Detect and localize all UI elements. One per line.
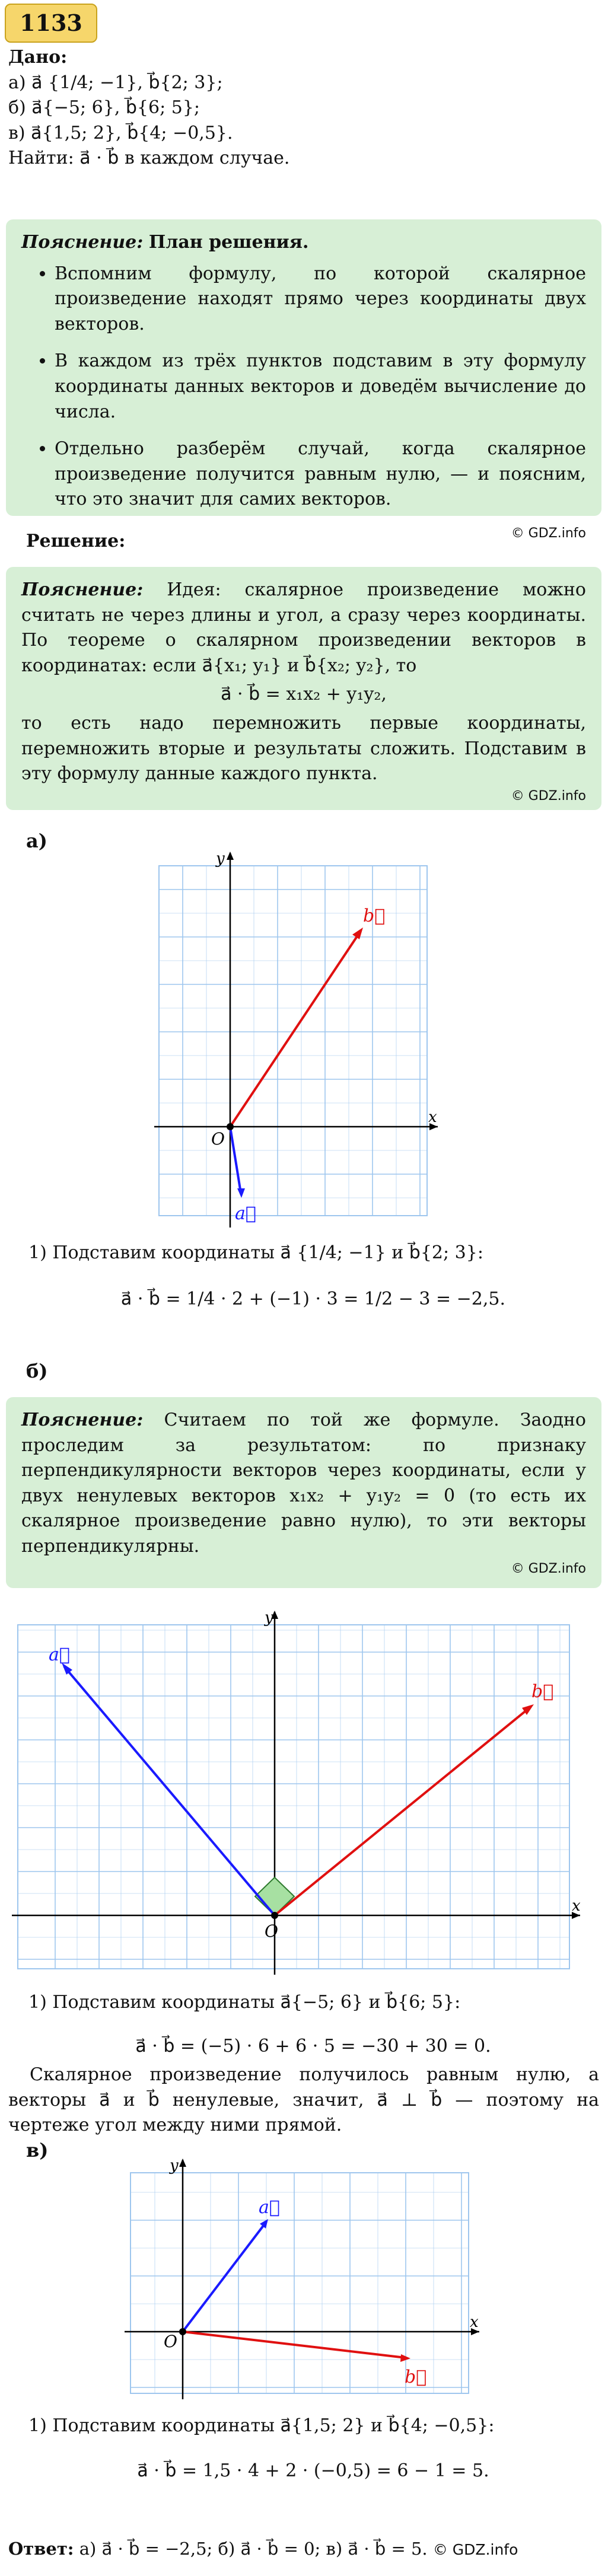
- part-b-note-text: Считаем по той же формуле. Заодно проследим за результатом: по признаку перпендикулярности векторов через координаты, если у двух ненулевых векторов x₁x₂ + y₁y₂ = 0 (то есть их скалярное произведение равно нулю), то эти векторы перпендикулярны.: [21, 1410, 586, 1557]
- plan-credit: © GDZ.info: [511, 525, 586, 541]
- part-a-calc: a⃗ · b⃗ = 1/4 · 2 + (−1) · 3 = 1/2 − 3 = −2,5.: [120, 1289, 506, 1309]
- origin-label: O: [164, 2332, 177, 2351]
- grid-frame: [159, 866, 427, 1216]
- vector-a: [230, 1127, 241, 1193]
- part-a-graph: [154, 848, 439, 1228]
- idea-formula: a⃗ · b⃗ = x₁x₂ + y₁y₂,: [221, 684, 387, 705]
- y-axis-arrow-icon: [179, 2159, 186, 2167]
- plan-item: • В каждом из трёх пунктов подставим в эту формулу координаты данных векторов и доведём вычисление до числа.: [55, 349, 586, 425]
- answer-label: Ответ:: [8, 2539, 74, 2559]
- given-c: в) a⃗{1,5; 2}, b⃗{4; −0,5}.: [8, 122, 233, 144]
- idea-box: [6, 567, 601, 810]
- y-axis-arrow-icon: [227, 852, 234, 860]
- part-b-note-box: [6, 1397, 601, 1588]
- origin-point: [227, 1123, 234, 1130]
- given-b: б) a⃗{−5; 6}, b⃗{6; 5};: [8, 97, 200, 119]
- task-number-badge: 1133: [5, 4, 97, 43]
- vector-b-label: b⃗: [531, 1681, 554, 1702]
- idea-credit: © GDZ.info: [511, 788, 586, 804]
- grid-frame: [130, 2173, 469, 2393]
- vector-b-label: b⃗: [363, 906, 386, 926]
- grid-frame: [18, 1625, 569, 1969]
- part-c-label: в): [26, 2139, 49, 2161]
- plan-item: • Отдельно разберём случай, когда скалярное произведение получится равным нулю, — и поясним, что это значит для самих векторов.: [55, 436, 586, 512]
- plan-item: • Вспомним формулу, по которой скалярное произведение находят прямо через координаты двух векторов.: [55, 262, 586, 337]
- idea-text: Идея: скалярное произведение можно считать не через длины и угол, а сразу через координаты. По теореме о скалярном произведении векторов в координатах: если a⃗{x₁; y₁} и b⃗{x₂; y₂}, то: [21, 579, 586, 676]
- x-axis-label: x: [572, 1897, 581, 1915]
- idea-title: Пояснение:: [21, 579, 144, 600]
- given-a: а) a⃗ {1/4; −1}, b⃗{2; 3};: [8, 72, 223, 93]
- vector-a: [183, 2223, 266, 2332]
- y-axis-label: y: [265, 1609, 273, 1627]
- origin-label: O: [265, 1921, 278, 1941]
- x-axis-label: x: [470, 2313, 479, 2331]
- y-axis-label: y: [170, 2157, 179, 2175]
- answer-text: а) a⃗ · b⃗ = −2,5; б) a⃗ · b⃗ = 0; в) a⃗ · b⃗ = 5.: [79, 2539, 428, 2559]
- given-find: Найти: a⃗ · b⃗ в каждом случае.: [8, 148, 290, 169]
- part-a-step: 1) Подставим координаты a⃗ {1/4; −1} и b⃗{2; 3}:: [28, 1242, 483, 1263]
- given-title: Дано:: [8, 47, 68, 68]
- grid: [130, 2173, 469, 2393]
- origin-point: [271, 1912, 278, 1919]
- solution-title: Решение:: [26, 531, 126, 551]
- part-c-step: 1) Подставим координаты a⃗{1,5; 2} и b⃗{4; −0,5}:: [28, 2415, 495, 2436]
- right-angle-mark: [255, 1877, 294, 1915]
- plan-list: [21, 262, 586, 512]
- part-b-graph: [12, 1607, 581, 1975]
- part-b-note-title: Пояснение:: [21, 1410, 144, 1430]
- origin-label: O: [211, 1129, 225, 1149]
- part-b-conclusion: Скалярное произведение получилось равным нулю, а векторы a⃗ и b⃗ ненулевые, значит, a⃗ ⊥ b⃗ — поэтому на чертеже угол между ними прямой.: [8, 2064, 599, 2136]
- vector-a-label: a⃗: [259, 2197, 280, 2218]
- plan-subtitle: План решения.: [148, 232, 309, 253]
- plan-title: Пояснение:: [21, 232, 144, 253]
- vector-a: [64, 1666, 275, 1915]
- vector-b: [230, 931, 361, 1127]
- given-block: [8, 45, 596, 171]
- part-a-label: а): [26, 830, 47, 852]
- origin-point: [179, 2328, 186, 2335]
- answer-credit: © GDZ.info: [432, 2541, 518, 2558]
- part-c-calc: a⃗ · b⃗ = 1,5 · 4 + 2 · (−0,5) = 6 − 1 = 5.: [137, 2460, 489, 2481]
- vector-a-arrow-icon: [237, 1188, 245, 1198]
- answer-line: [8, 2537, 601, 2561]
- grid: [159, 866, 427, 1216]
- part-b-step: 1) Подставим координаты a⃗{−5; 6} и b⃗{6; 5}:: [28, 1992, 461, 2013]
- part-c-graph: [125, 2156, 480, 2399]
- vector-a-label: a⃗: [49, 1644, 70, 1665]
- y-axis-label: y: [216, 850, 225, 868]
- grid: [18, 1625, 569, 1969]
- part-b-label: б): [26, 1360, 48, 1382]
- vector-b: [275, 1707, 531, 1915]
- vector-b-label: b⃗: [405, 2367, 427, 2387]
- x-axis-label: x: [428, 1108, 437, 1126]
- idea-text-2: то есть надо перемножить первые координаты, перемножить вторые и результаты сложить. Подставим в эту формулу данные каждого пункта.: [21, 712, 586, 785]
- part-b-calc: a⃗ · b⃗ = (−5) · 6 + 6 · 5 = −30 + 30 = 0.: [135, 2036, 491, 2057]
- vector-a-label: a⃗: [235, 1203, 256, 1224]
- vector-b-arrow-icon: [352, 927, 363, 939]
- part-b-credit: © GDZ.info: [511, 1561, 586, 1576]
